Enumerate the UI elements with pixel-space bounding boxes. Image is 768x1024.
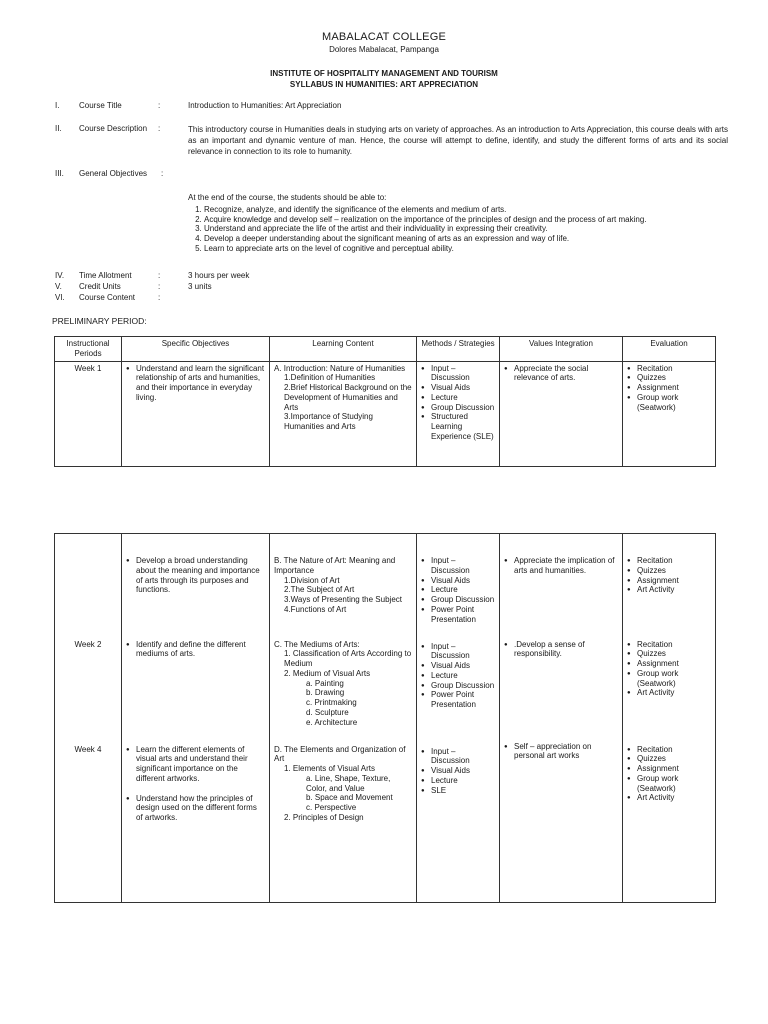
method-item: ● Input – Discussion	[421, 364, 495, 384]
objectives-cell	[122, 630, 270, 735]
item-colon: :	[158, 293, 161, 302]
evaluation-cell	[623, 735, 716, 903]
item-number: VI.	[55, 293, 65, 302]
evaluation-item: ● Group work (Seatwork)	[627, 774, 711, 794]
values-cell	[500, 534, 623, 630]
week-cell: Week 1	[55, 361, 122, 467]
evaluation-item: ● Assignment	[627, 659, 711, 669]
evaluation-item: ● Assignment	[627, 576, 711, 586]
method-item: ● Visual Aids	[421, 661, 495, 671]
method-item: ● Group Discussion	[421, 681, 495, 691]
credit-units-value: 3 units	[188, 282, 212, 291]
content-title: B. The Nature of Art: Meaning and Importance	[274, 556, 396, 575]
method-item: ● Input – Discussion	[421, 556, 495, 576]
methods-cell	[417, 630, 500, 735]
content-cell	[270, 735, 417, 903]
header-evaluation: Evaluation	[623, 337, 716, 362]
content-item: 3.Importance of Studying Humanities and Arts	[284, 412, 373, 431]
objective-bullet: ● Identify and define the different mediums of arts.	[126, 640, 265, 660]
content-cell	[270, 630, 417, 735]
content-cell	[270, 361, 417, 467]
item-colon: :	[158, 271, 161, 280]
college-address: Dolores Mabalacat, Pampanga	[329, 45, 439, 54]
evaluation-item: ● Recitation	[627, 640, 711, 650]
item-colon: :	[158, 282, 161, 291]
evaluation-cell	[623, 630, 716, 735]
item-number: I.	[55, 101, 60, 110]
content-subitem: c. Printmaking	[306, 698, 357, 707]
header-values: Values Integration	[500, 337, 623, 362]
college-name: MABALACAT COLLEGE	[321, 31, 447, 43]
evaluation-item: ● Art Activity	[627, 688, 711, 698]
objectives-cell	[122, 361, 270, 467]
syllabus-title: SYLLABUS IN HUMANITIES: ART APPRECIATION	[289, 80, 479, 89]
item-colon: :	[158, 124, 161, 133]
methods-cell	[417, 534, 500, 630]
content-subitem: a. Line, Shape, Texture, Color, and Value	[306, 773, 391, 793]
content-subitem: b. Space and Movement	[306, 793, 393, 803]
values-cell	[500, 361, 623, 467]
objective-item: 4. Develop a deeper understanding about the significant meaning of arts as an expression and way of life.	[204, 234, 718, 244]
content-item: 1.Division of Art	[284, 575, 340, 585]
table-row	[55, 534, 716, 630]
header-methods: Methods / Strategies	[417, 337, 500, 362]
method-item: ● Structured Learning Experience (SLE)	[421, 412, 495, 441]
values-cell	[500, 735, 623, 903]
methods-cell	[417, 735, 500, 903]
item-colon: :	[161, 169, 164, 178]
objective-item: 2. Acquire knowledge and develop self – realization on the importance of the principles of design and the process of art making.	[204, 215, 718, 225]
content-item: 2.Brief Historical Background on the Development of Humanities and Arts	[284, 383, 412, 412]
content-title: A. Introduction: Nature of Humanities	[274, 363, 406, 373]
evaluation-cell	[623, 534, 716, 630]
objectives-intro: At the end of the course, the students should be able to:	[188, 193, 387, 202]
content-item: 2. Principles of Design	[284, 812, 364, 822]
content-title: D. The Elements and Organization of Art	[274, 744, 406, 764]
table-header-row	[55, 337, 716, 362]
objective-bullet: ● Develop a broad understanding about the meaning and importance of arts through its purposes and functions.	[126, 556, 265, 595]
item-label: Course Content	[79, 293, 136, 302]
evaluation-item: ● Group work (Seatwork)	[627, 393, 711, 413]
course-title-value: Introduction to Humanities: Art Appreciation	[188, 101, 342, 110]
content-item: 2. Medium of Visual Arts	[284, 668, 371, 678]
item-label: Course Title	[79, 101, 122, 110]
evaluation-cell	[623, 361, 716, 467]
objective-item: 3. Understand and appreciate the life of the artist and their individuality in expressing their creativity.	[204, 224, 718, 234]
preliminary-period-label: PRELIMINARY PERIOD:	[52, 316, 147, 326]
values-cell	[500, 630, 623, 735]
table-row	[55, 361, 716, 467]
content-subitem: b. Drawing	[306, 688, 345, 698]
objective-bullet: ● Understand and learn the significant relationship of arts and humanities, and their importance in everyday living.	[126, 364, 265, 403]
week-cell: Week 2	[55, 630, 122, 735]
evaluation-item: ● Assignment	[627, 764, 711, 774]
institute-title: INSTITUTE OF HOSPITALITY MANAGEMENT AND TOURISM	[270, 69, 498, 78]
content-title: C. The Mediums of Arts:	[274, 639, 360, 649]
syllabus-table-prelim	[54, 336, 716, 467]
evaluation-item: ● Quizzes	[627, 566, 711, 576]
content-cell	[270, 534, 417, 630]
method-item: ● Visual Aids	[421, 576, 495, 586]
method-item: ● Group Discussion	[421, 595, 495, 605]
time-allotment-value: 3 hours per week	[188, 271, 250, 280]
item-label: General Objectives	[79, 169, 148, 178]
content-subitem: d. Sculpture	[306, 707, 349, 717]
method-item: ● Power Point Presentation	[421, 605, 495, 625]
method-item: ● Input – Discussion	[421, 747, 495, 767]
content-subitem: e. Architecture	[306, 717, 358, 727]
item-number: V.	[55, 282, 62, 291]
item-number: II.	[55, 124, 62, 133]
week-cell	[55, 534, 122, 630]
objective-item: 1. Recognize, analyze, and identify the significance of the elements and medium of arts.	[204, 205, 718, 215]
values-item: ● Appreciate the social relevance of arts.	[504, 364, 618, 384]
item-label: Credit Units	[79, 282, 121, 291]
objectives-cell	[122, 735, 270, 903]
evaluation-item: ● Art Activity	[627, 585, 711, 595]
values-item: ● Self – appreciation on personal art works	[504, 742, 618, 762]
method-item: ● Group Discussion	[421, 403, 495, 413]
syllabus-table-continued	[54, 533, 716, 903]
method-item: ● Power Point Presentation	[421, 690, 495, 710]
content-item: 4.Functions of Art	[284, 604, 347, 614]
evaluation-item: ● Art Activity	[627, 793, 711, 803]
evaluation-item: ● Recitation	[627, 364, 711, 374]
method-item: ● Lecture	[421, 585, 495, 595]
week-cell: Week 4	[55, 735, 122, 903]
method-item: ● Visual Aids	[421, 766, 495, 776]
evaluation-item: ● Quizzes	[627, 373, 711, 383]
evaluation-item: ● Group work (Seatwork)	[627, 669, 711, 689]
item-number: IV.	[55, 271, 65, 280]
general-objectives-list	[188, 193, 718, 254]
methods-cell	[417, 361, 500, 467]
evaluation-item: ● Assignment	[627, 383, 711, 393]
method-item: ● Lecture	[421, 776, 495, 786]
objectives-cell	[122, 534, 270, 630]
method-item: ● Visual Aids	[421, 383, 495, 393]
item-label: Course Description	[79, 124, 148, 133]
item-colon: :	[158, 101, 161, 110]
content-item: 3.Ways of Presenting the Subject	[284, 595, 402, 604]
method-item: ● Lecture	[421, 671, 495, 681]
values-item: ● Appreciate the implication of arts and humanities.	[504, 556, 618, 576]
objective-bullet: ● Learn the different elements of visual arts and understand their significant importance on the different artworks.	[126, 745, 265, 784]
evaluation-item: ● Quizzes	[627, 754, 711, 764]
table-row	[55, 630, 716, 735]
header-periods: Instructional Periods	[55, 337, 122, 362]
evaluation-item: ● Recitation	[627, 745, 711, 755]
content-item: 2.The Subject of Art	[284, 585, 355, 595]
header-objectives: Specific Objectives	[122, 337, 270, 362]
content-item: 1.Definition of Humanities	[284, 373, 376, 383]
objective-item: 5. Learn to appreciate arts on the level of cognitive and perceptual ability.	[204, 244, 718, 254]
item-number: III.	[55, 169, 64, 178]
content-item: 1. Classification of Arts According to Medium	[284, 649, 412, 668]
content-subitem: c. Perspective	[306, 803, 357, 812]
item-label: Time Allotment	[79, 271, 132, 280]
values-item: ● .Develop a sense of responsibility.	[504, 640, 618, 660]
method-item: ● Input – Discussion	[421, 642, 495, 662]
method-item: ● SLE	[421, 786, 495, 796]
course-description-value: This introductory course in Humanities deals in studying arts on variety of approaches. As an introduction to Arts Appreciation, this course deals with arts as an important and dynamic venture of man. Hence, the course will attempt to define, identify, and study the different forms of arts and its social relevance in connection to its role to humanity.	[188, 125, 728, 157]
evaluation-item: ● Quizzes	[627, 649, 711, 659]
evaluation-item: ● Recitation	[627, 556, 711, 566]
table-row	[55, 735, 716, 903]
header-content: Learning Content	[270, 337, 417, 362]
content-item: 1. Elements of Visual Arts	[284, 764, 376, 773]
content-subitem: a. Painting	[306, 678, 344, 688]
method-item: ● Lecture	[421, 393, 495, 403]
objective-bullet: ● Understand how the principles of design used on the different forms of artworks.	[126, 794, 265, 823]
